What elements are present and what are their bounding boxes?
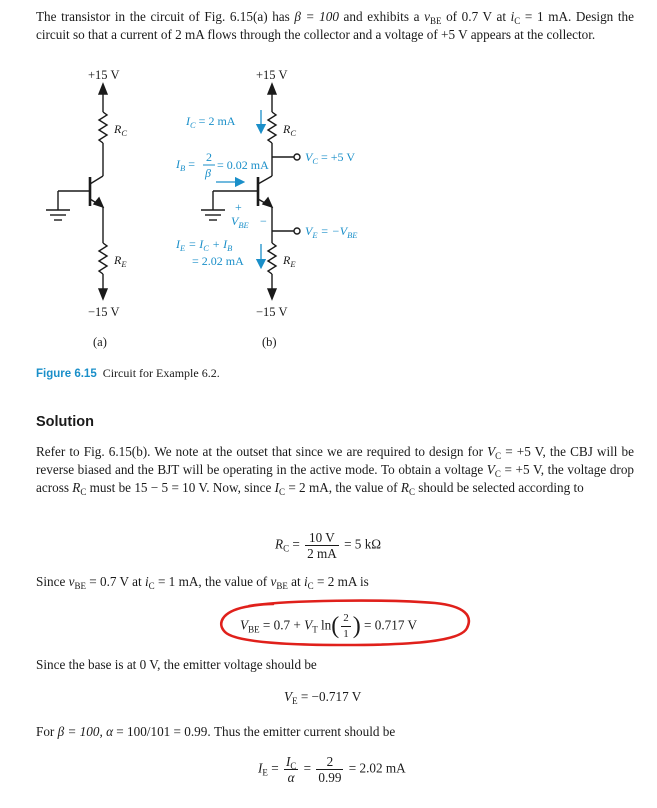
equation-rc [275, 530, 381, 561]
eq-ie-result: = 2.02 mA [345, 760, 406, 776]
circuit-a-supply-top: +15 V [88, 68, 120, 82]
beta-value: β = 100 [294, 9, 339, 24]
eq-vbe-fraction [341, 611, 351, 642]
eq-rc-numerator: 10 V [305, 530, 339, 546]
since1-ic: i [144, 574, 149, 589]
ib-annotation-value: = 0.02 mA [217, 158, 269, 172]
solution-text-4: must be 15 − 5 = 10 V. Now, since [86, 480, 275, 495]
since1-c: = 1 mA, the value of [154, 574, 271, 589]
eq-vbe-vt: V [304, 617, 313, 633]
circuit-a [46, 68, 127, 349]
eq-vbe-numerator: 2 [341, 611, 351, 627]
eq-ie-equals2: = [300, 760, 315, 776]
problem-text-4: = 1 mA. Design the circuit so that a current of 2 mA flows through the collector and a voltage of +5 V appears at the collector. [36, 9, 634, 42]
eq-vbe-mid: = 0.7 + [259, 617, 305, 633]
since1-vbe2-sub: BE [276, 581, 288, 591]
ic-symbol: i [510, 9, 515, 24]
eq-vbe-denominator: 1 [343, 628, 349, 640]
eq-ve-lhs-sub: E [292, 696, 298, 706]
solution-text-1: Refer to Fig. 6.15(b). We note at the outset that since we are required to design for [36, 444, 488, 459]
vbe-annotation: $V_{BE}$ [231, 214, 249, 230]
eq-vbe-vt-sub: T [312, 624, 318, 635]
vbe-symbol: v [424, 9, 430, 24]
circuit-b-re-resistor [268, 243, 276, 274]
since1-d: at [287, 574, 304, 589]
ic-annotation: $I_C = 2$ mA [186, 114, 236, 130]
circuit-a-re-resistor [99, 243, 107, 274]
for-beta-b: β = 100, [57, 724, 107, 739]
since1-vbe2: v [270, 574, 277, 589]
eq-ve-result: = −0.717 V [297, 689, 362, 704]
since1-ic2: i [304, 574, 308, 589]
since-vbe-line [36, 574, 369, 590]
circuit-a-rc-label: $R_C$ [114, 122, 128, 138]
circuit-b-re-label: $R_E$ [283, 253, 296, 269]
ib-annotation-symbol: $I_B$ = [176, 157, 195, 173]
figure-caption-text: Circuit for Example 6.2. [102, 366, 220, 380]
problem-text-2: and exhibits a [338, 9, 425, 24]
eq-vbe-result: = 0.717 V [360, 617, 418, 633]
solution-paragraph [36, 443, 634, 497]
rc-sub-2: C [408, 487, 415, 497]
eq-ie-lhs: I [258, 760, 263, 776]
circuit-a-supply-arrow-bottom [99, 289, 107, 299]
eq-ie-fraction1 [284, 754, 298, 785]
eq-vbe-lhs-sub: BE [248, 624, 260, 635]
for-beta-alpha: α [106, 724, 113, 739]
since1-a: Since [36, 574, 69, 589]
since1-vbe-sub: BE [74, 581, 86, 591]
figure-caption-label: Figure 6.15 [36, 368, 97, 380]
circuit-a-rc-resistor [99, 112, 107, 143]
circuit-b-supply-top: +15 V [256, 68, 288, 82]
ic-sub-sol: C [279, 487, 286, 497]
circuit-b-annotations [175, 114, 358, 268]
ic-subscript: C [514, 16, 521, 26]
eq-vbe-paren-open: ( [331, 613, 340, 639]
ic-symbol-sol: I [274, 480, 280, 495]
eq-ie-fraction2 [316, 754, 343, 785]
problem-statement [36, 8, 634, 44]
equation-ie [258, 754, 406, 785]
eq-ie-num1-sub: C [290, 761, 297, 771]
eq-ie-denominator2: 0.99 [318, 770, 342, 785]
circuit-b-vc-node [294, 154, 300, 160]
for-beta-c: = 100/101 = 0.99. Thus the emitter current should be [113, 724, 396, 739]
problem-text-3: of 0.7 V at [441, 9, 511, 24]
ib-annotation-den: β [205, 166, 211, 180]
equation-vbe [240, 611, 417, 642]
eq-ie-numerator2: 2 [316, 754, 343, 770]
eq-ie-num1-sym: I [285, 754, 291, 769]
equation-ve [284, 689, 361, 705]
eq-ie-numerator1 [284, 754, 298, 770]
solution-text-6: should be selected according to [414, 480, 584, 495]
vc-sub-1: C [495, 451, 502, 461]
rc-symbol-1: R [72, 480, 81, 495]
circuit-b-supply-arrow-top [268, 84, 276, 94]
solution-text-2: = +5 V, the CBJ will be reverse biased and the BJT will be operating in the active mode. To obtain a voltage [36, 444, 634, 477]
vc-symbol-2: V [486, 462, 495, 477]
ib-annotation-num: 2 [206, 150, 212, 164]
since1-b: = 0.7 V at [85, 574, 145, 589]
eq-rc-lhs-sub: C [283, 543, 290, 554]
circuit-a-supply-bottom: −15 V [88, 305, 120, 319]
solution-text-3: = +5 V, the voltage drop across [36, 462, 635, 495]
ve-annotation: $V_E = -V_{BE}$ [305, 224, 358, 240]
circuit-b [201, 68, 300, 349]
since1-e: = 2 mA is [313, 574, 369, 589]
circuit-b-label: (b) [262, 335, 277, 349]
rc-symbol-2: R [400, 480, 409, 495]
problem-text-1: The transistor in the circuit of Fig. 6.15(a) has [36, 9, 295, 24]
since-base-line: Since the base is at 0 V, the emitter voltage should be [36, 657, 317, 672]
circuit-b-supply-bottom: −15 V [256, 305, 288, 319]
vc-annotation: $V_C = +5$ V [305, 150, 355, 166]
circuit-figure [0, 60, 657, 360]
circuit-b-emitter-arrow [263, 198, 272, 207]
ie-annotation-line2: = 2.02 mA [192, 254, 244, 268]
since1-ic2-sub: C [307, 581, 314, 591]
eq-rc-lhs: R [275, 536, 284, 552]
ie-annotation-line1: $I_E = I_C + I_B$ [176, 237, 233, 253]
circuit-a-re-label: $R_E$ [114, 253, 127, 269]
for-beta-line [36, 724, 395, 740]
circuit-a-label: (a) [93, 335, 107, 349]
eq-rc-result: = 5 kΩ [340, 536, 382, 552]
eq-rc-denominator: 2 mA [307, 546, 337, 561]
circuit-b-rc-label: $R_C$ [283, 122, 297, 138]
eq-ie-equals1: = [267, 760, 282, 776]
rc-sub-1: C [80, 487, 87, 497]
vc-sub-2: C [494, 469, 501, 479]
circuit-b-rc-resistor [268, 112, 276, 143]
circuit-b-supply-arrow-bottom [268, 289, 276, 299]
figure-caption [36, 366, 220, 381]
vbe-minus: − [260, 214, 267, 228]
eq-vbe-ln: ln [317, 617, 332, 633]
solution-text-5: = 2 mA, the value of [285, 480, 401, 495]
eq-rc-equals: = [289, 536, 304, 552]
eq-ve-lhs: V [284, 689, 293, 704]
since1-vbe: v [68, 574, 75, 589]
vbe-plus: + [235, 200, 242, 214]
since1-ic-sub: C [148, 581, 155, 591]
for-beta-a: For [36, 724, 58, 739]
eq-ie-lhs-sub: E [262, 767, 268, 778]
circuit-a-emitter-arrow [94, 198, 103, 207]
solution-heading: Solution [36, 414, 94, 430]
eq-vbe-paren-close: ) [352, 613, 361, 639]
eq-vbe-lhs: V [240, 617, 249, 633]
eq-ie-denominator1: α [287, 770, 295, 785]
circuit-a-supply-arrow-top [99, 84, 107, 94]
eq-rc-fraction [305, 530, 339, 561]
vbe-subscript: BE [429, 16, 442, 26]
circuit-b-ve-node [294, 228, 300, 234]
vc-symbol-1: V [487, 444, 496, 459]
